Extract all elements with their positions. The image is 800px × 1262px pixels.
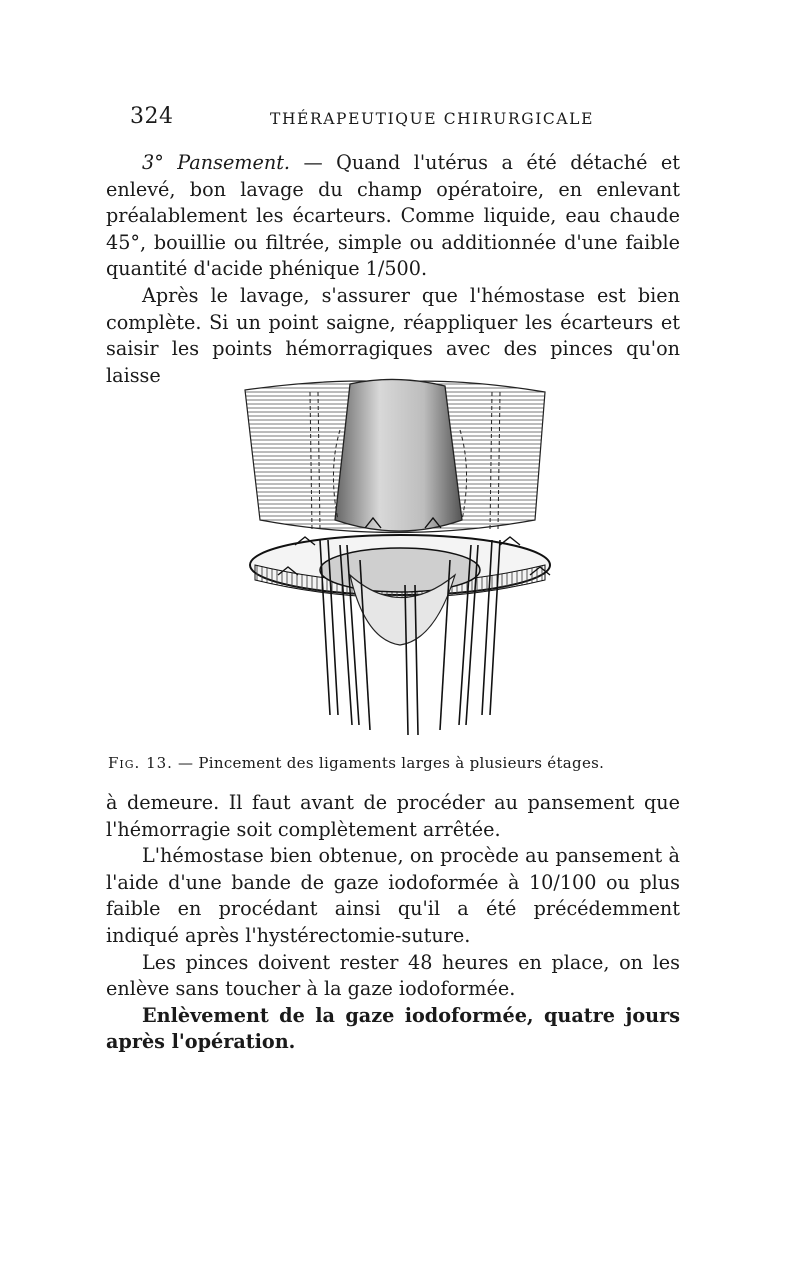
running-title: THÉRAPEUTIQUE CHIRURGICALE [270, 110, 594, 128]
page-header [130, 104, 685, 134]
figure-caption-text: — Pincement des ligaments larges à plusieurs étages. [172, 754, 605, 772]
paragraph-pansement [106, 150, 680, 283]
paragraph-enlevement: Enlèvement de la gaze iodoformée, quatre jours après l'opération. [106, 1003, 680, 1054]
figure-caption [108, 754, 680, 772]
section-label: 3° Pansement. [142, 151, 291, 174]
uterus-stump [335, 379, 462, 531]
surgical-illustration [200, 370, 590, 745]
paragraph-pinces: Les pinces doivent rester 48 heures en place, on les enlève sans toucher à la gaze iodoformée. [106, 950, 680, 1001]
vaginal-vault [320, 548, 480, 592]
paragraph-demeure: à demeure. Il faut avant de procéder au pansement que l'hémorragie soit complètement arrêtée. [106, 791, 680, 841]
figure-label: Fig. 13. [108, 754, 173, 772]
text-block-top [106, 150, 680, 389]
paragraph-hemostase: L'hémostase bien obtenue, on procède au pansement à l'aide d'une bande de gaze iodoformée à 10/100 ou plus faible en procédant ainsi qu'il a été précédemment indiqué après l'hystérectomie-suture. [106, 844, 680, 947]
section-text: — Quand l'utérus a été détaché et enlevé, bon lavage du champ opératoire, en enlevant préalablement les écarteurs. Comme liquide, eau chaude 45°, bouillie ou filtrée, simple ou additionnée d'une faible quantité d'acide phénique 1/500. [106, 151, 680, 281]
text-block-bottom [106, 790, 680, 1056]
page-number: 324 [130, 104, 174, 129]
paragraph-lavage: Après le lavage, s'assurer que l'hémostase est bien complète. Si un point saigne, réappliquer les écarteurs et saisir les points hémorragiques avec des pinces qu'on laisse [106, 283, 680, 387]
